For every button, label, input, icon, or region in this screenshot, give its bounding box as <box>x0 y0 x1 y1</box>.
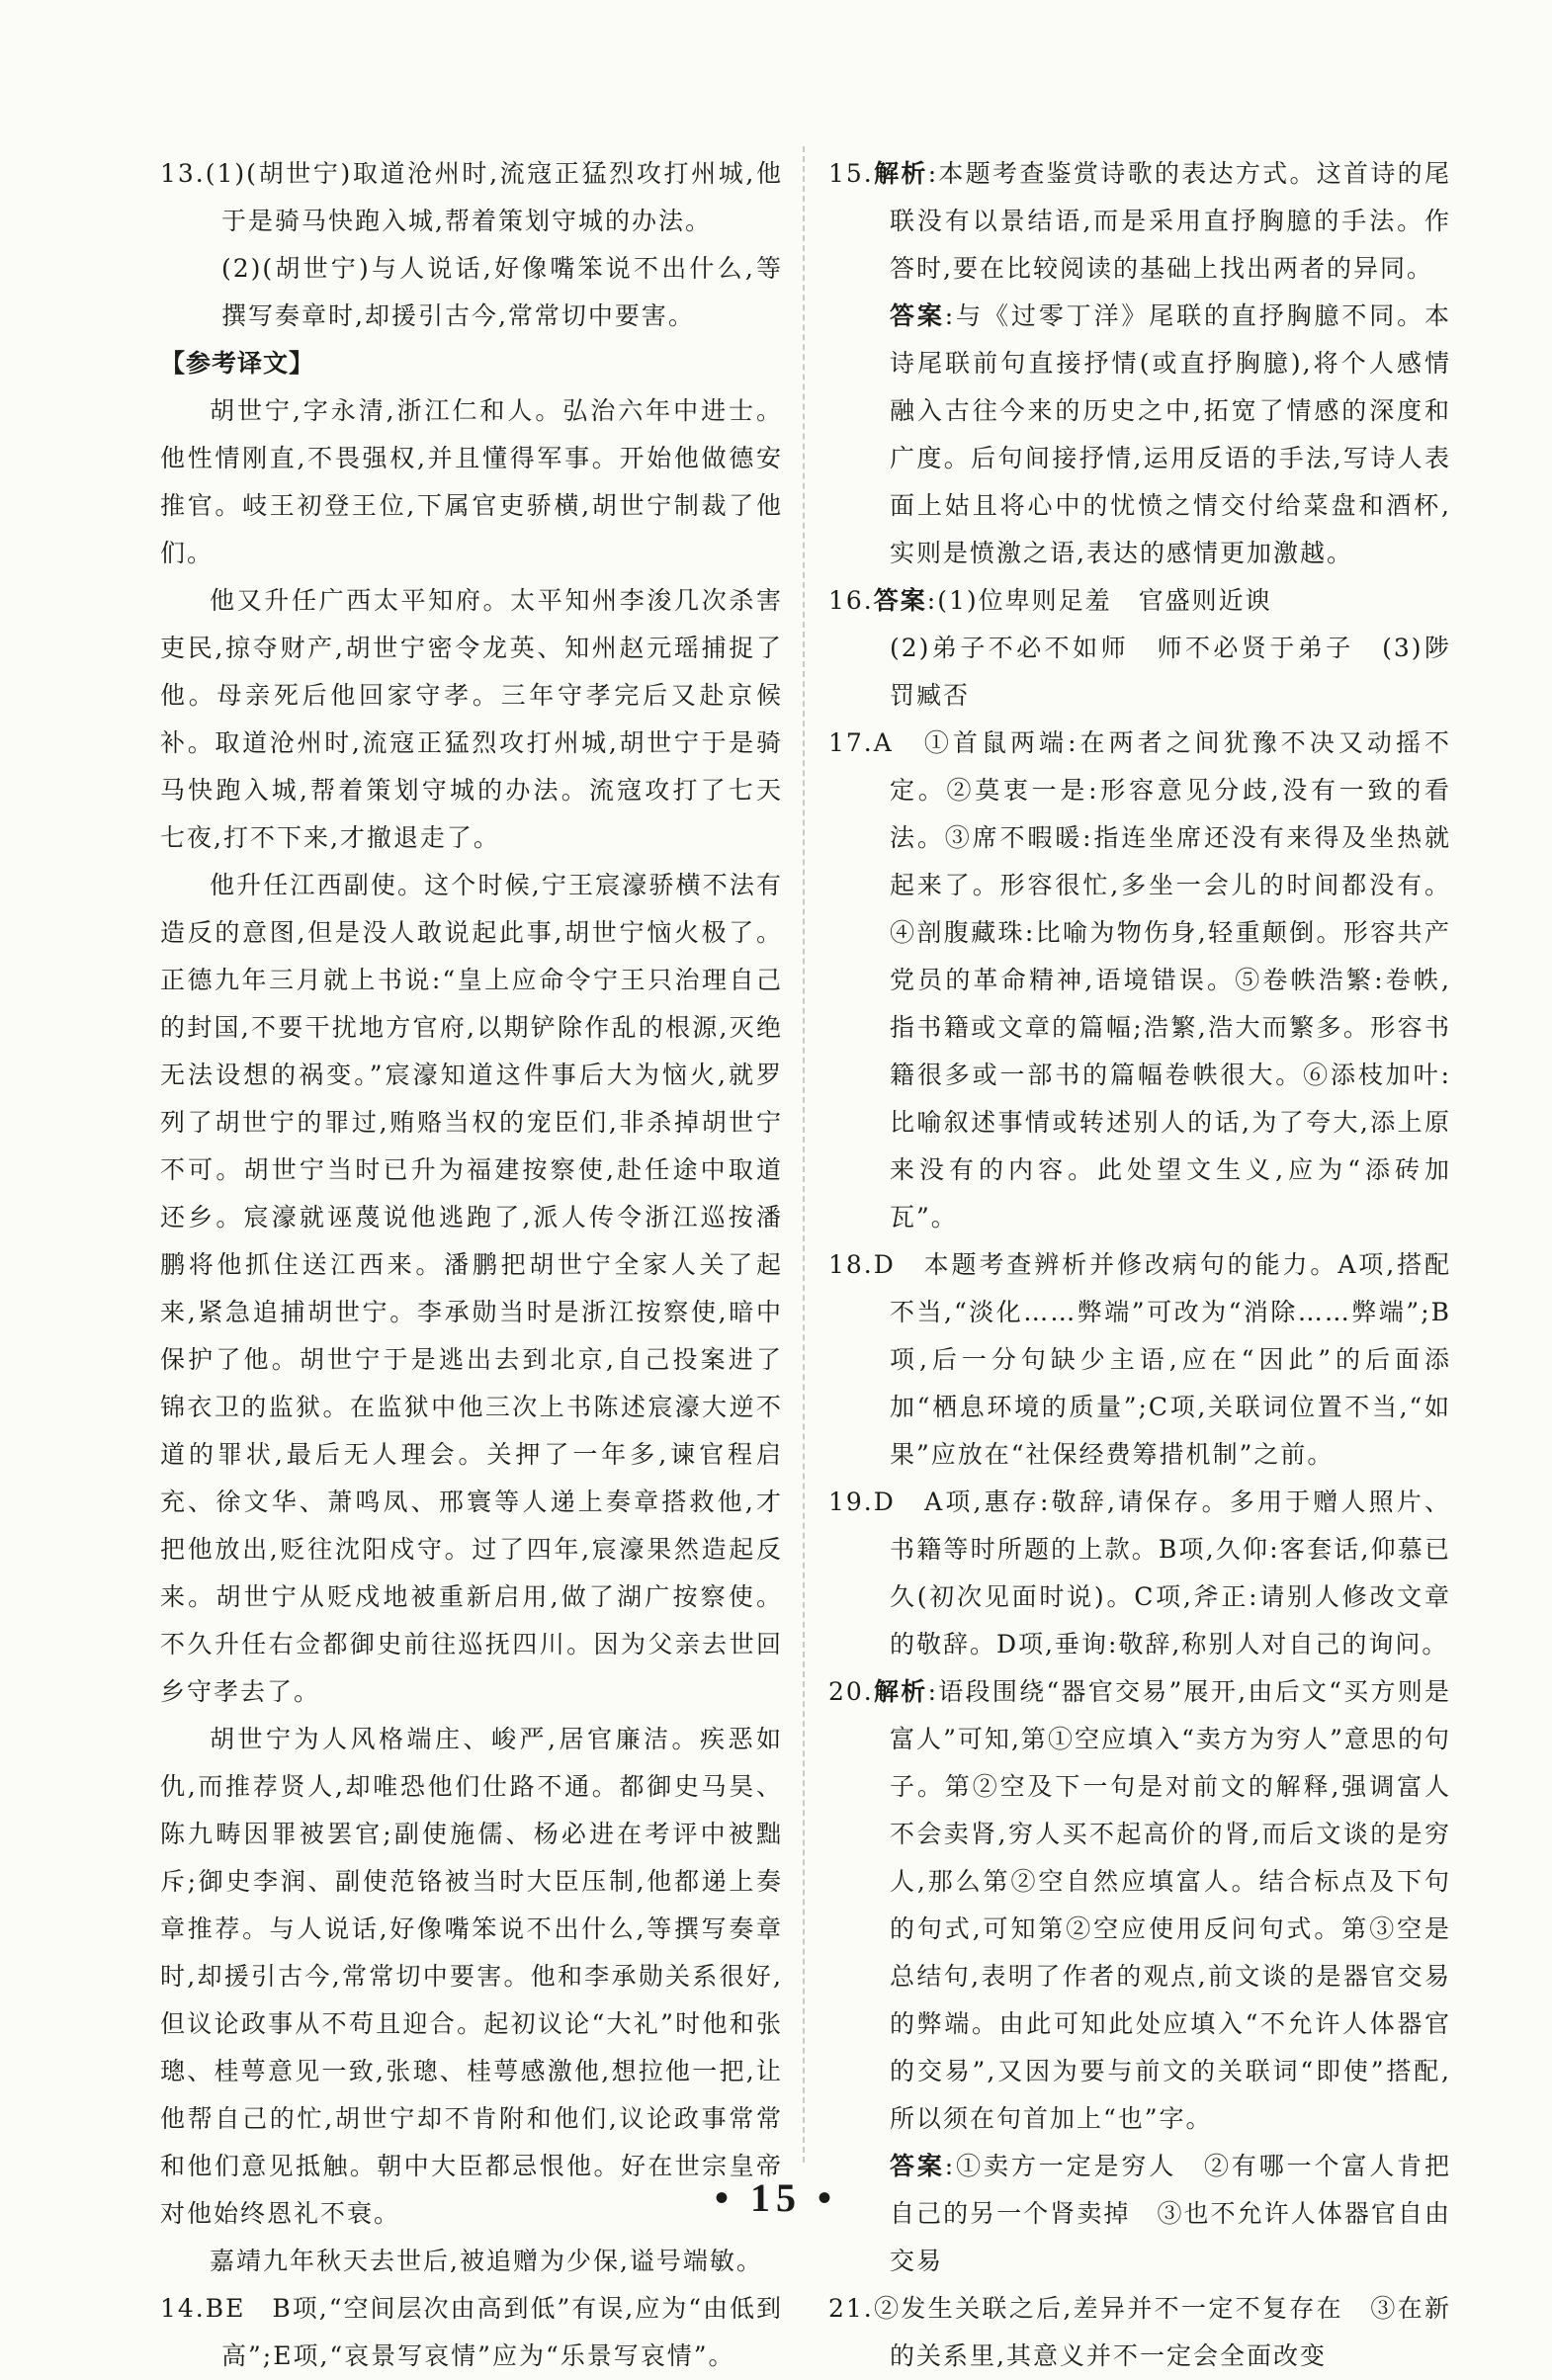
column-divider <box>803 146 805 2163</box>
q17-answer: 17.A ①首鼠两端:在两者之间犹豫不决又动摇不定。②莫衷一是:形容意见分歧,没有一致的看法。③席不暇暖:指连坐席还没有来得及坐热就起来了。形容很忙,多坐一会儿的时间都没有。④剖腹藏珠:比喻为物伤身,轻重颠倒。形容共产党员的革命精神,语境错误。⑤卷帙浩繁:卷帙,指书籍或文章的篇幅;浩繁,浩大而繁多。形容书籍很多或一部书的篇幅卷帙很大。⑥添枝加叶:比喻叙述事情或转述别人的话,为了夸大,添上原来没有的内容。此处望文生义,应为“添砖加瓦”。 <box>828 728 1451 1232</box>
q14-answer: 14.BE B项,“空间层次由高到低”有误,应为“由低到高”;E项,“哀景写哀情”应为“乐景写哀情”。 <box>160 2294 783 2370</box>
question-number: 15. <box>828 159 874 188</box>
right-column <box>828 150 1451 2380</box>
answer-label: 答案 <box>873 586 927 615</box>
translation-paragraph: 胡世宁为人风格端庄、峻严,居官廉洁。疾恶如仇,而推荐贤人,却唯恐他们仕路不通。都御史马昊、陈九畴因罪被罢官;副使施儒、杨必进在考评中被黜斥;御史李润、副使范铬被当时大臣压制,他都递上奏章推荐。与人说话,好像嘴笨说不出什么,等撰写奏章时,却援引古今,常常切中要害。他和李承勋关系很好,但议论政事从不苟且迎合。起初议论“大礼”时他和张璁、桂萼意见一致,张璁、桂萼感激他,想拉他一把,让他帮自己的忙,胡世宁却不肯附和他们,议论政事常常和他们意见抵触。朝中大臣都忌恨他。好在世宗皇帝对他始终恩礼不衰。 <box>160 1725 783 2228</box>
analysis-label: 解析 <box>873 1677 928 1706</box>
analysis-text: :本题考查鉴赏诗歌的表达方式。这首诗的尾联没有以景结语,而是采用直抒胸臆的手法。作答时,要在比较阅读的基础上找出两者的异同。 <box>890 159 1451 283</box>
reference-translation-heading: 【参考译文】 <box>160 349 315 378</box>
question-number: 20. <box>828 1677 874 1706</box>
q13-answer-2: (2)(胡世宁)与人说话,好像嘴笨说不出什么,等撰写奏章时,却援引古今,常常切中要害。 <box>221 254 783 330</box>
question-number: 16. <box>828 586 874 615</box>
translation-paragraph: 胡世宁,字永清,浙江仁和人。弘治六年中进士。他性情刚直,不畏强权,并且懂得军事。开始他做德安推官。岐王初登王位,下属官吏骄横,胡世宁制裁了他们。 <box>160 396 783 567</box>
q13-answer-1: 13.(1)(胡世宁)取道沧州时,流寇正猛烈攻打州城,他于是骑马快跑入城,帮着策划守城的办法。 <box>160 159 783 235</box>
q15-answer <box>828 293 1451 577</box>
answer-text: :与《过零丁洋》尾联的直抒胸臆不同。本诗尾联前句直接抒情(或直抒胸臆),将个人感情融入古往今来的历史之中,拓宽了情感的深度和广度。后句间接抒情,运用反语的手法,写诗人表面上姑且将心中的忧愤之情交付给菜盘和酒杯,实则是愤激之语,表达的感情更加激越。 <box>890 301 1451 567</box>
analysis-label: 解析 <box>873 159 928 188</box>
answer-text: :(1)位卑则足羞 官盛则近谀 <box>926 586 1272 615</box>
q20-analysis <box>828 1668 1451 2143</box>
translation-paragraph: 他又升任广西太平知府。太平知州李浚几次杀害吏民,掠夺财产,胡世宁密令龙英、知州赵元瑶捕捉了他。母亲死后他回家守孝。三年守孝完后又赴京候补。取道沧州时,流寇正猛烈攻打州城,胡世宁于是骑马快跑入城,帮着策划守城的办法。流寇攻打了七天七夜,打不下来,才撤退走了。 <box>160 586 783 852</box>
q21-answer: 21.②发生关联之后,差异并不一定不复存在 ③在新的关系里,其意义并不一定会全面改变 <box>828 2294 1451 2370</box>
q16-answer-line2: (2)弟子不必不如师 师不必贤于弟子 (3)陟罚臧否 <box>890 634 1451 710</box>
q19-answer: 19.D A项,惠存:敬辞,请保存。多用于赠人照片、书籍等时所题的上款。B项,久仰:客套话,仰慕已久(初次见面时说)。C项,斧正:请别人修改文章的敬辞。D项,垂询:敬辞,称别人对自己的询问。 <box>828 1488 1451 1658</box>
translation-paragraph: 他升任江西副使。这个时候,宁王宸濠骄横不法有造反的意图,但是没人敢说起此事,胡世宁恼火极了。正德九年三月就上书说:“皇上应命令宁王只治理自己的封国,不要干扰地方官府,以期铲除作乱的根源,灭绝无法设想的祸变。”宸濠知道这件事后大为恼火,就罗列了胡世宁的罪过,贿赂当权的宠臣们,非杀掉胡世宁不可。胡世宁当时已升为福建按察使,赴任途中取道还乡。宸濠就诬蔑说他逃跑了,派人传令浙江巡按潘鹏将他抓住送江西来。潘鹏把胡世宁全家人关了起来,紧急追捕胡世宁。李承勋当时是浙江按察使,暗中保护了他。胡世宁于是逃出去到北京,自己投案进了锦衣卫的监狱。在监狱中他三次上书陈述宸濠大逆不道的罪状,最后无人理会。关押了一年多,谏官程启充、徐文华、萧鸣凤、邢寰等人递上奏章搭救他,才把他放出,贬往沈阳戍守。过了四年,宸濠果然造起反来。胡世宁从贬戍地被重新启用,做了湖广按察使。不久升任右佥都御史前往巡抚四川。因为父亲去世回乡守孝去了。 <box>160 871 783 1706</box>
translation-paragraph: 嘉靖九年秋天去世后,被追赠为少保,谥号端敏。 <box>210 2247 763 2275</box>
answer-label: 答案 <box>890 2152 945 2180</box>
q15-analysis <box>828 150 1451 293</box>
left-column <box>160 150 783 2380</box>
q16-answer <box>828 577 1451 625</box>
q18-answer: 18.D 本题考查辨析并修改病句的能力。A项,搭配不当,“淡化……弊端”可改为“消除……弊端”;B项,后一分句缺少主语,应在“因此”的后面添加“栖息环境的质量”;C项,关联词位置不当,“如果”应放在“社保经费筹措机制”之前。 <box>828 1250 1451 1469</box>
page-number: • 15 • <box>714 2175 837 2220</box>
analysis-text: :语段围绕“器官交易”展开,由后文“买方则是富人”可知,第①空应填入“卖方为穷人”意思的句子。第②空及下一句是对前文的解释,强调富人不会卖肾,穷人买不起高价的肾,而后文谈的是穷人,那么第②空自然应填富人。结合标点及下句的句式,可知第②空应使用反问句式。第③空是总结句,表明了作者的观点,前文谈的是器官交易的弊端。由此可知此处应填入“不允许人体器官的交易”,又因为要与前文的关联词“即使”搭配,所以须在句首加上“也”字。 <box>890 1677 1451 2133</box>
answer-label: 答案 <box>890 301 945 330</box>
answer-text: :①卖方一定是穷人 ②有哪一个富人肯把自己的另一个肾卖掉 ③也不允许人体器官自由交易 <box>890 2152 1451 2275</box>
